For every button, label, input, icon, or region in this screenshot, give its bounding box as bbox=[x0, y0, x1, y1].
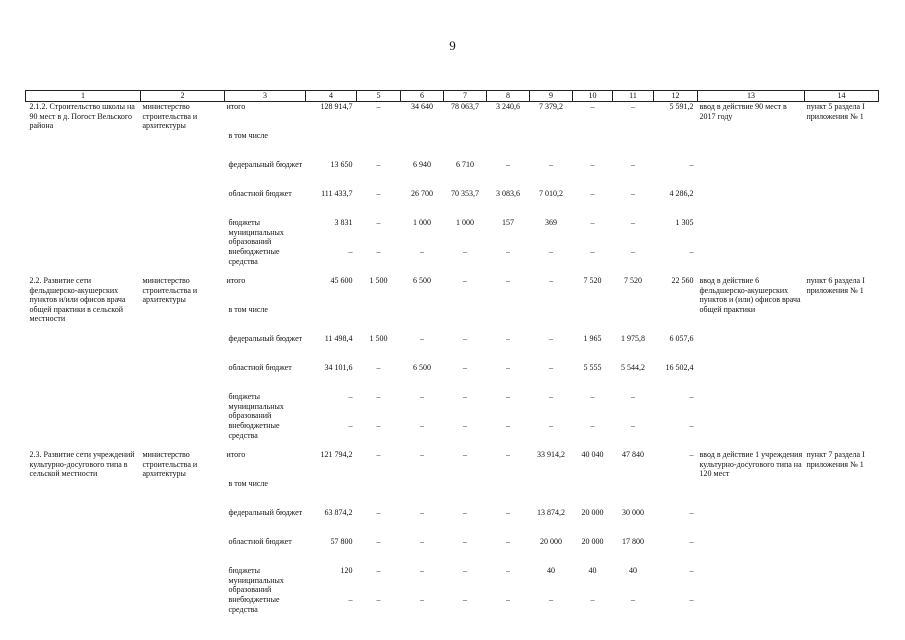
amount-cell: – bbox=[506, 566, 510, 575]
amount-cell: – bbox=[549, 363, 553, 372]
appendix-reference: пункт 5 раздела I приложения № 1 bbox=[806, 102, 865, 121]
funding-source: областной бюджет bbox=[228, 189, 292, 198]
amount-cell: – bbox=[549, 595, 553, 604]
amount-cell: – bbox=[463, 392, 467, 401]
amount-cell: 5 555 bbox=[583, 363, 602, 372]
amount-cell: – bbox=[590, 595, 595, 604]
amount-cell: – bbox=[376, 218, 381, 227]
amount-cell: – bbox=[506, 421, 510, 430]
amount-cell: 22 560 bbox=[671, 276, 694, 285]
page-number: 9 bbox=[449, 38, 456, 53]
amount-cell: – bbox=[463, 566, 467, 575]
appendix-reference: пункт 7 раздела I приложения № 1 bbox=[806, 450, 865, 469]
amount-cell: 13 650 bbox=[330, 160, 353, 169]
amount-cell: – bbox=[689, 392, 694, 401]
amount-cell: 40 bbox=[547, 566, 555, 575]
funding-source: федеральный бюджет bbox=[228, 334, 303, 343]
funding-source: в том числе bbox=[228, 131, 268, 140]
funding-source: итого bbox=[226, 276, 246, 285]
amount-cell: 40 bbox=[629, 566, 637, 575]
column-header-9: 9 bbox=[530, 91, 573, 102]
amount-cell: 57 800 bbox=[330, 537, 353, 546]
amount-cell: – bbox=[376, 102, 381, 111]
amount-cell: 4 286,2 bbox=[669, 189, 694, 198]
amount-cell bbox=[530, 479, 573, 508]
amount-cell: – bbox=[348, 421, 353, 430]
column-header-3: 3 bbox=[225, 91, 306, 102]
amount-cell: 1 500 bbox=[369, 276, 388, 285]
amount-cell: – bbox=[463, 247, 467, 256]
amount-cell bbox=[401, 479, 444, 508]
amount-cell: 45 600 bbox=[330, 276, 353, 285]
amount-cell: – bbox=[420, 450, 424, 459]
amount-cell bbox=[444, 479, 487, 508]
amount-cell: – bbox=[549, 421, 553, 430]
amount-cell: 11 498,4 bbox=[324, 334, 353, 343]
funding-source: внебюджетные средства bbox=[228, 247, 280, 266]
amount-cell: – bbox=[376, 566, 381, 575]
funding-source: бюджеты муниципальных образований bbox=[228, 218, 284, 247]
funding-source: областной бюджет bbox=[228, 537, 292, 546]
amount-cell bbox=[487, 131, 530, 160]
amount-cell: – bbox=[631, 421, 635, 430]
column-header-12: 12 bbox=[654, 91, 698, 102]
amount-cell: 5 591,2 bbox=[669, 102, 694, 111]
funding-source: внебюджетные средства bbox=[228, 595, 280, 614]
amount-cell: 3 083,6 bbox=[496, 189, 520, 198]
amount-cell: 70 353,7 bbox=[451, 189, 479, 198]
amount-cell: 128 914,7 bbox=[320, 102, 353, 111]
amount-cell: – bbox=[463, 450, 467, 459]
amount-cell: – bbox=[689, 421, 694, 430]
amount-cell: – bbox=[689, 247, 694, 256]
amount-cell bbox=[357, 479, 401, 508]
amount-cell: 40 bbox=[588, 566, 597, 575]
amount-cell: – bbox=[631, 102, 635, 111]
amount-cell: – bbox=[376, 508, 381, 517]
column-header-4: 4 bbox=[306, 91, 357, 102]
amount-cell: 121 794,2 bbox=[320, 450, 353, 459]
amount-cell: – bbox=[590, 160, 595, 169]
amount-cell: – bbox=[689, 450, 694, 459]
funding-source: итого bbox=[226, 450, 246, 459]
amount-cell: – bbox=[590, 102, 595, 111]
amount-cell: 17 800 bbox=[622, 537, 644, 546]
amount-cell: – bbox=[590, 247, 595, 256]
amount-cell: 34 640 bbox=[411, 102, 433, 111]
amount-cell: – bbox=[549, 160, 553, 169]
amount-cell: – bbox=[376, 421, 381, 430]
amount-cell: – bbox=[549, 276, 553, 285]
column-header-10: 10 bbox=[573, 91, 613, 102]
amount-cell: – bbox=[506, 392, 510, 401]
amount-cell: – bbox=[631, 392, 635, 401]
funding-source: в том числе bbox=[228, 479, 268, 488]
amount-cell: 47 840 bbox=[622, 450, 644, 459]
responsible-ministry: министерство строительства и архитектуры bbox=[142, 102, 198, 131]
amount-cell: – bbox=[376, 450, 381, 459]
amount-cell: – bbox=[376, 247, 381, 256]
amount-cell: 6 500 bbox=[413, 363, 431, 372]
amount-cell: – bbox=[463, 508, 467, 517]
column-header-14: 14 bbox=[805, 91, 879, 102]
amount-cell: – bbox=[631, 160, 635, 169]
amount-cell bbox=[613, 305, 654, 334]
amount-cell: 33 914,2 bbox=[537, 450, 565, 459]
column-header-6: 6 bbox=[401, 91, 444, 102]
amount-cell: – bbox=[348, 392, 353, 401]
column-header-11: 11 bbox=[613, 91, 654, 102]
expected-result: ввод в действие 90 мест в 2017 году bbox=[699, 102, 787, 121]
amount-cell: 7 520 bbox=[624, 276, 642, 285]
amount-cell: – bbox=[549, 247, 553, 256]
amount-cell: 1 000 bbox=[413, 218, 431, 227]
amount-cell bbox=[306, 131, 357, 160]
column-header-8: 8 bbox=[487, 91, 530, 102]
amount-cell bbox=[613, 479, 654, 508]
amount-cell bbox=[613, 131, 654, 160]
amount-cell: – bbox=[549, 392, 553, 401]
column-header-1: 1 bbox=[26, 91, 141, 102]
column-header-5: 5 bbox=[357, 91, 401, 102]
amount-cell: 78 063,7 bbox=[451, 102, 479, 111]
appendix-reference: пункт 6 раздела I приложения № 1 bbox=[806, 276, 865, 295]
amount-cell bbox=[530, 305, 573, 334]
amount-cell: – bbox=[376, 537, 381, 546]
funding-source: внебюджетные средства bbox=[228, 421, 280, 440]
amount-cell bbox=[573, 479, 613, 508]
program-budget-table bbox=[25, 90, 879, 624]
amount-cell: 7 520 bbox=[583, 276, 602, 285]
section-title: 2.3. Развитие сети учреждений культурно-досугового типа в сельской местности bbox=[29, 450, 135, 479]
amount-cell bbox=[573, 131, 613, 160]
amount-cell: 157 bbox=[502, 218, 514, 227]
amount-cell bbox=[401, 131, 444, 160]
amount-cell bbox=[306, 479, 357, 508]
funding-source: федеральный бюджет bbox=[228, 508, 303, 517]
amount-cell: – bbox=[506, 276, 510, 285]
amount-cell: – bbox=[506, 247, 510, 256]
amount-cell: – bbox=[376, 160, 381, 169]
amount-cell bbox=[573, 305, 613, 334]
amount-cell: 30 000 bbox=[622, 508, 644, 517]
column-header-2: 2 bbox=[141, 91, 225, 102]
expected-result: ввод в действие 1 учреждения культурно-досугового типа на 120 мест bbox=[699, 450, 803, 479]
amount-cell: – bbox=[506, 450, 510, 459]
responsible-ministry: министерство строительства и архитектуры bbox=[142, 450, 198, 479]
amount-cell: 20 000 bbox=[540, 537, 562, 546]
funding-source: федеральный бюджет bbox=[228, 160, 303, 169]
amount-cell: – bbox=[463, 363, 467, 372]
amount-cell: – bbox=[376, 595, 381, 604]
table-row bbox=[26, 276, 879, 305]
amount-cell: 120 bbox=[340, 566, 353, 575]
funding-source: в том числе bbox=[228, 305, 268, 314]
amount-cell: 7 379,2 bbox=[539, 102, 563, 111]
amount-cell: 40 040 bbox=[581, 450, 604, 459]
amount-cell: – bbox=[590, 189, 595, 198]
amount-cell: – bbox=[689, 566, 694, 575]
amount-cell: – bbox=[463, 421, 467, 430]
amount-cell: – bbox=[590, 392, 595, 401]
amount-cell: – bbox=[506, 537, 510, 546]
amount-cell: 13 874,2 bbox=[537, 508, 565, 517]
table-row bbox=[26, 450, 879, 479]
amount-cell: 3 831 bbox=[334, 218, 353, 227]
amount-cell: – bbox=[506, 160, 510, 169]
amount-cell bbox=[487, 479, 530, 508]
amount-cell: 26 700 bbox=[411, 189, 433, 198]
amount-cell: 34 101,6 bbox=[324, 363, 353, 372]
amount-cell: 1 965 bbox=[583, 334, 602, 343]
amount-cell bbox=[530, 131, 573, 160]
amount-cell bbox=[357, 131, 401, 160]
amount-cell: 16 502,4 bbox=[665, 363, 694, 372]
amount-cell: – bbox=[549, 334, 553, 343]
amount-cell: 6 940 bbox=[413, 160, 431, 169]
amount-cell: 63 874,2 bbox=[324, 508, 353, 517]
amount-cell: – bbox=[590, 218, 595, 227]
amount-cell: – bbox=[348, 595, 353, 604]
amount-cell bbox=[654, 305, 698, 334]
amount-cell bbox=[487, 305, 530, 334]
amount-cell: – bbox=[506, 508, 510, 517]
amount-cell: – bbox=[463, 334, 467, 343]
amount-cell: – bbox=[689, 537, 694, 546]
amount-cell: – bbox=[420, 566, 424, 575]
amount-cell: – bbox=[631, 247, 635, 256]
section-title: 2.2. Развитие сети фельдшерско-акушерских пунктов и/или офисов врача общей практики в сельской местности bbox=[29, 276, 126, 324]
amount-cell: 111 433,7 bbox=[321, 189, 353, 198]
amount-cell: – bbox=[376, 363, 381, 372]
column-header-13: 13 bbox=[698, 91, 805, 102]
amount-cell: – bbox=[420, 247, 424, 256]
amount-cell bbox=[444, 131, 487, 160]
funding-source: бюджеты муниципальных образований bbox=[228, 566, 284, 595]
amount-cell: – bbox=[420, 508, 424, 517]
amount-cell: – bbox=[689, 595, 694, 604]
amount-cell: – bbox=[420, 537, 424, 546]
amount-cell: 6 500 bbox=[413, 276, 431, 285]
amount-cell: 1 000 bbox=[456, 218, 474, 227]
section-title: 2.1.2. Строительство школы на 90 мест в д. Погост Вельского района bbox=[29, 102, 135, 131]
amount-cell: – bbox=[420, 392, 424, 401]
responsible-ministry: министерство строительства и архитектуры bbox=[142, 276, 198, 305]
amount-cell: – bbox=[631, 189, 635, 198]
amount-cell bbox=[654, 131, 698, 160]
amount-cell: – bbox=[689, 160, 694, 169]
amount-cell: – bbox=[631, 218, 635, 227]
amount-cell bbox=[444, 305, 487, 334]
amount-cell: 369 bbox=[545, 218, 557, 227]
amount-cell: 6 057,6 bbox=[669, 334, 694, 343]
funding-source: итого bbox=[226, 102, 246, 111]
amount-cell: 7 010,2 bbox=[539, 189, 563, 198]
amount-cell bbox=[306, 305, 357, 334]
amount-cell: – bbox=[420, 595, 424, 604]
amount-cell: – bbox=[631, 595, 635, 604]
amount-cell: 1 500 bbox=[369, 334, 388, 343]
amount-cell: – bbox=[689, 508, 694, 517]
amount-cell: – bbox=[506, 595, 510, 604]
amount-cell: 6 710 bbox=[456, 160, 474, 169]
amount-cell: 1 305 bbox=[675, 218, 694, 227]
expected-result: ввод в действие 6 фельдшерско-акушерских пунктов и (или) офисов врача общей практики bbox=[699, 276, 801, 314]
column-header-7: 7 bbox=[444, 91, 487, 102]
amount-cell: – bbox=[376, 189, 381, 198]
funding-source: бюджеты муниципальных образований bbox=[228, 392, 284, 421]
amount-cell: – bbox=[376, 392, 381, 401]
table-body bbox=[26, 102, 879, 625]
amount-cell: 20 000 bbox=[581, 508, 604, 517]
amount-cell: – bbox=[506, 334, 510, 343]
amount-cell: 1 975,8 bbox=[621, 334, 645, 343]
amount-cell: – bbox=[506, 363, 510, 372]
amount-cell: 5 544,2 bbox=[621, 363, 645, 372]
amount-cell: – bbox=[463, 537, 467, 546]
column-number-row bbox=[26, 91, 879, 102]
funding-source: областной бюджет bbox=[228, 363, 292, 372]
amount-cell: – bbox=[348, 247, 353, 256]
amount-cell: – bbox=[420, 421, 424, 430]
amount-cell: – bbox=[420, 334, 424, 343]
amount-cell: – bbox=[590, 421, 595, 430]
amount-cell bbox=[357, 305, 401, 334]
amount-cell bbox=[654, 479, 698, 508]
amount-cell bbox=[401, 305, 444, 334]
table-row bbox=[26, 102, 879, 132]
amount-cell: 20 000 bbox=[581, 537, 604, 546]
amount-cell: – bbox=[463, 276, 467, 285]
amount-cell: 3 240,6 bbox=[496, 102, 520, 111]
amount-cell: – bbox=[463, 595, 467, 604]
